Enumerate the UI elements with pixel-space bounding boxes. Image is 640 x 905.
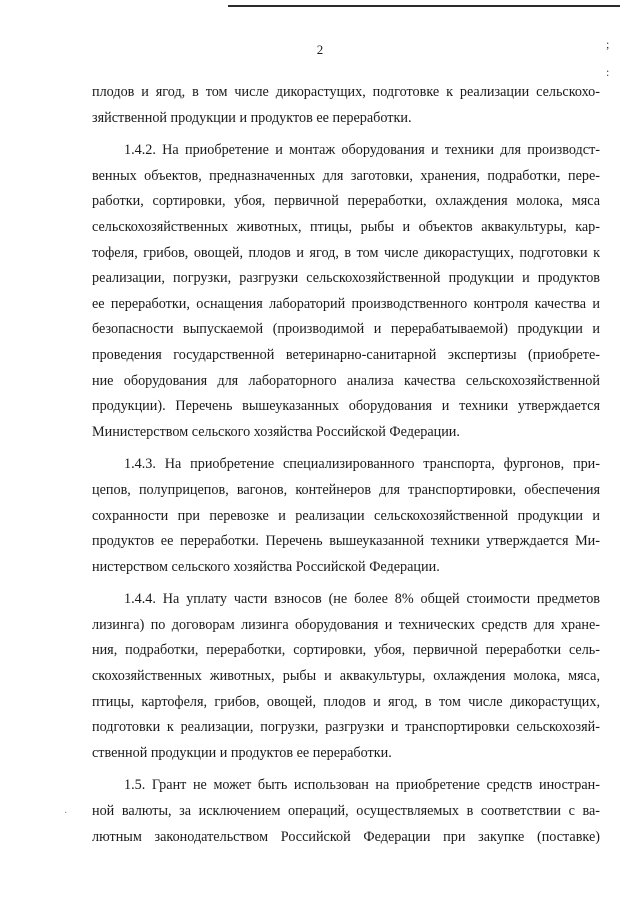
text-line: работки, сортировки, убоя, первичной переработки, охлаждения молока, мяса <box>92 193 600 210</box>
text-line: зяйственной продукции и продуктов ее переработки. <box>92 109 412 126</box>
text-line: безопасности выпускаемой (производимой и перерабатываемой) продукции и <box>92 321 600 338</box>
text-line: реализации, погрузки, разгрузки сельскохозяйственной продукции и продуктов <box>92 270 600 287</box>
text-line: 1.4.2. На приобретение и монтаж оборудования и техники для производст- <box>124 142 600 159</box>
text-line: 1.4.4. На уплату части взносов (не более 8% общей стоимости предметов <box>124 591 600 608</box>
text-line: лютным законодательством Российской Федерации при закупке (поставке) <box>92 828 600 845</box>
paragraph-p143 <box>92 452 600 580</box>
text-line: ной валюты, за исключением операций, осуществляемых в соответствии с ва- <box>92 803 600 820</box>
text-line: скохозяйственных животных, рыбы и аквакультуры, охлаждения молока, мяса, <box>92 668 600 685</box>
paragraph-gap <box>92 445 600 452</box>
text-line: плодов и ягод, в том числе дикорастущих, подготовке к реализации сельскохо- <box>92 84 600 100</box>
margin-mark: ; <box>606 37 610 51</box>
paragraph-p142 <box>92 138 600 445</box>
text-line: тофеля, грибов, овощей, плодов и ягод, в том числе дикорастущих, подготовки к <box>92 244 600 261</box>
paragraph-cont <box>92 80 600 131</box>
paragraph-gap <box>92 766 600 773</box>
text-line: лизинга) по договорам лизинга оборудования и технических средств для хране- <box>92 616 600 633</box>
text-line: сельскохозяйственных животных, птицы, рыбы и объектов аквакультуры, кар- <box>92 218 600 235</box>
top-rule <box>228 5 620 7</box>
text-line: ния, подработки, переработки, сортировки, убоя, первичной переработки сель- <box>92 642 600 659</box>
text-line: венных объектов, предназначенных для заготовки, хранения, подработки, пере- <box>92 167 600 184</box>
paragraph-p144 <box>92 587 600 766</box>
text-line: цепов, полуприцепов, вагонов, контейнеров для транспортировки, обеспечения <box>92 481 600 498</box>
text-line: ние оборудования для лабораторного анализа качества сельскохозяйственной <box>92 372 600 389</box>
paragraph-gap <box>92 580 600 587</box>
paragraph-gap <box>92 131 600 138</box>
text-line: нистерством сельского хозяйства Российской Федерации. <box>92 558 440 575</box>
text-line: подготовки к реализации, погрузки, разгрузки и транспортировки сельскохозяй- <box>92 719 600 736</box>
text-line: сохранности при перевозке и реализации сельскохозяйственной продукции и <box>92 507 600 524</box>
paragraph-p15 <box>92 773 600 850</box>
text-line: продукции). Перечень вышеуказанных оборудования и техники утверждается <box>92 398 600 415</box>
text-line: 1.5. Грант не может быть использован на приобретение средств иностран- <box>124 777 600 794</box>
text-line: Министерством сельского хозяйства Российской Федерации. <box>92 423 460 440</box>
text-line: ее переработки, оснащения лабораторий производственного контроля качества и <box>92 295 600 312</box>
margin-mark: : <box>606 65 610 79</box>
text-line: проведения государственной ветеринарно-санитарной экспертизы (приобрете- <box>92 346 600 363</box>
text-line: продуктов ее переработки. Перечень вышеуказанной техники утверждается Ми- <box>92 533 600 550</box>
text-line: птицы, картофеля, грибов, овощей, плодов и ягод, в том числе дикорастущих, <box>92 693 600 710</box>
edge-mark: · <box>64 808 68 819</box>
text-line: 1.4.3. На приобретение специализированного транспорта, фургонов, при- <box>124 456 600 473</box>
text-line: ственной продукции и продуктов ее переработки. <box>92 744 392 761</box>
page-number: 2 <box>316 42 324 57</box>
document-body <box>92 80 600 850</box>
margin-marks <box>606 30 609 86</box>
